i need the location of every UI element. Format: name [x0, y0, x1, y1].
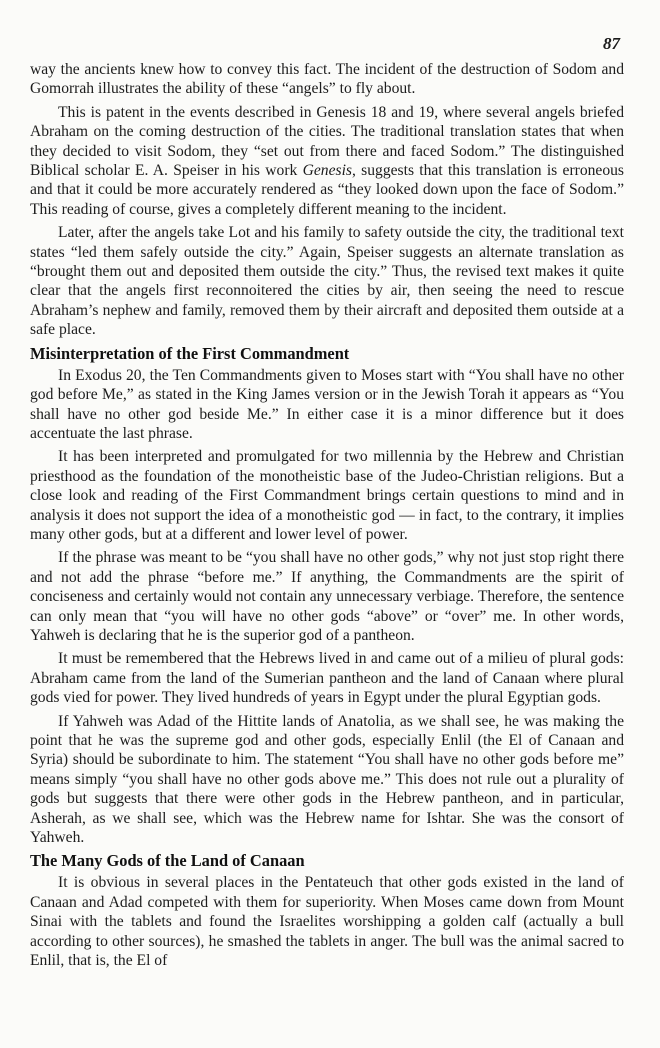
- paragraph-plural-gods: It must be remembered that the Hebrews lived in and came out of a milieu of plural gods: Abraham came from the land of the Sumerian pantheon and the land of Canaan where plural gods vied for power. They lived hundreds of years in Egypt under the plural Egyptian gods.: [30, 650, 624, 707]
- section-heading-first-commandment: Misinterpretation of the First Commandment: [30, 343, 350, 363]
- page-body: [30, 60, 624, 974]
- paragraph-text: This is patent in the events described in Genesis 18 and 19, where several angels briefed Abraham on the coming destruction of the cities. The traditional translation states that when they decided to visit Sodom, they “set out from there and faced Sodom.” The distinguished Biblical scholar E. A. Speiser in his work: [30, 103, 624, 180]
- paragraph-continued: way the ancients knew how to convey this fact. The incident of the destruction of Sodom and Gomorrah illustrates the ability of these “angels” to fly about.: [30, 61, 624, 98]
- paragraph-exodus: In Exodus 20, the Ten Commandments given to Moses start with “You shall have no other god before Me,” as stated in the King James version or in the Jewish Torah it appears as “You shall have no other god beside Me.” In either case it is a minor difference but it does accentuate the last phrase.: [30, 366, 624, 442]
- section-heading-many-gods: The Many Gods of the Land of Canaan: [30, 851, 305, 871]
- paragraph-interpretation: It has been interpreted and promulgated for two millennia by the Hebrew and Christian priesthood as the foundation of the monotheistic base of the Judeo-Christian religions. But a close look and reading of the First Commandment brings certain questions to mind and in analysis it does not support the idea of a monotheistic god — in fact, to the contrary, it implies many other gods, but at a different and lower level of power.: [30, 448, 624, 543]
- paragraph-pentateuch: It is obvious in several places in the Pentateuch that other gods existed in the land of Canaan and Adad competed with them for superiority. When Moses came down from Mount Sinai with the tablets and found the Israelites worshipping a golden calf (actually a bull according to other sources), he smashed the tablets in anger. The bull was the animal sacred to Enlil, that is, the El of: [30, 874, 624, 970]
- paragraph-before-me: If the phrase was meant to be “you shall have no other gods,” why not just stop right there and not add the phrase “before me.” If anything, the Commandments are the spirit of conciseness and certainly would not contain any unnecessary verbiage. Therefore, the sentence can only mean that “you will have no other gods “above” or “over” me. In other words, Yahweh is declaring that he is the superior god of a pantheon.: [30, 549, 624, 644]
- paragraph-lot-rescue: Later, after the angels take Lot and his family to safety outside the city, the traditional text states “led them safely outside the city.” Again, Speiser suggests an alternate translation as “brought them out and deposited them outside the city.” Thus, the revised text makes it quite clear that the angels first reconnoitered the cities by air, then seeing the need to rescue Abraham’s nephew and family, removed them by their aircraft and deposited them outside at a safe place.: [30, 224, 624, 339]
- paragraph-text: , suggests that this translation is erroneous and that it could be more accurately rendered as “they looked down upon the face of Sodom.” This reading of course, gives a completely different meaning to the incident.: [30, 162, 625, 218]
- book-title-genesis: Genesis: [302, 162, 352, 180]
- paragraph-yahweh-adad: If Yahweh was Adad of the Hittite lands of Anatolia, as we shall see, he was making the point that he was the supreme god and other gods, especially Enlil (the El of Canaan and Syria) should be subordinate to him. The statement “You shall have no other gods before me” means simply “you shall have no other gods above me.” This does not rule out a plurality of gods but suggests that there were other gods in the Hebrew pantheon, and in particular, Asherah, as we shall see, which was the Hebrew name for Ishtar. She was the consort of Yahweh.: [30, 712, 624, 847]
- page-number: 87: [603, 34, 620, 53]
- paragraph-genesis-translation: [30, 103, 624, 219]
